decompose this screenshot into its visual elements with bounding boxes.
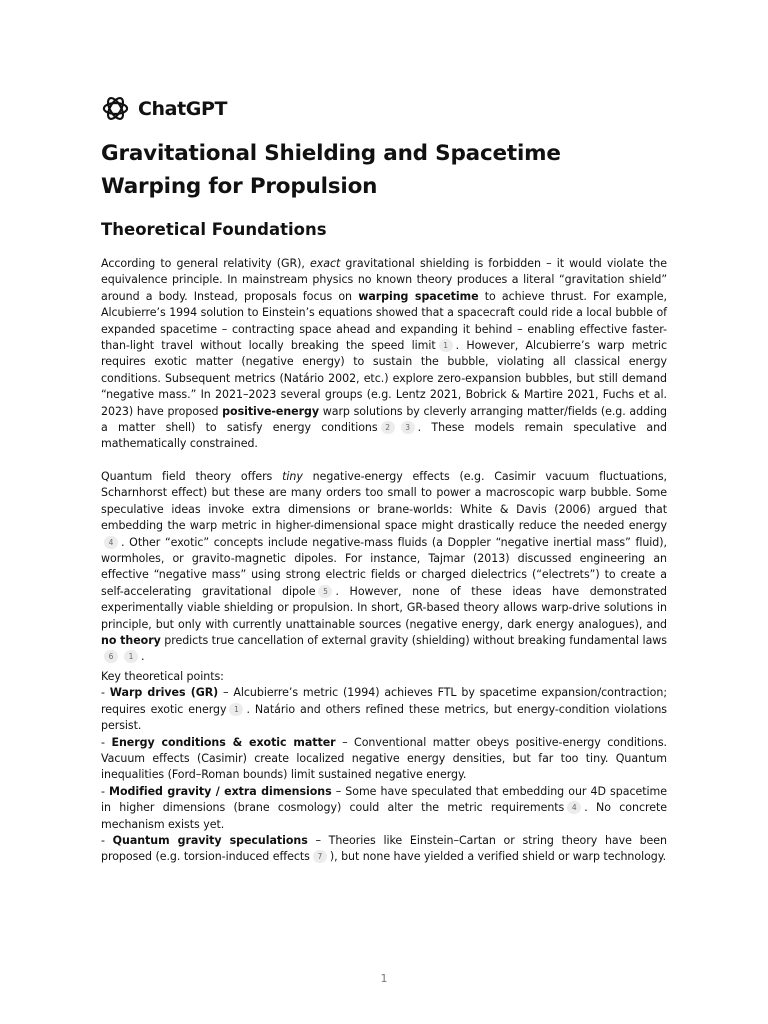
citation-badge[interactable]: 1 [229,703,243,716]
citation-badge[interactable]: 5 [318,585,332,598]
list-item: - Energy conditions & exotic matter – Conventional matter obeys positive-energy conditions. Vacuum effects (Casimir) create localized negative energy densities, but far too tiny. Quantum inequalities (Ford–Roman bounds) limit sustained negative energy. [101,735,667,782]
list-item: - Modified gravity / extra dimensions – Some have speculated that embedding our 4D spacetime in higher dimensions (brane cosmology) could alter the metric requirements 4 . No concrete mechanism exists yet. [101,784,667,831]
paragraph-1: According to general relativity (GR), exact gravitational shielding is forbidden – it would violate the equivalence principle. In mainstream physics no known theory produces a literal “gravitation shield” around a body. Instead, proposals focus on warping spacetime to achieve thrust. For example, Alcubierre’s 1994 solution to Einstein’s equations showed that a spacecraft could ride a local bubble of expanded spacetime – contracting space ahead and expanding it behind – enabling effective faster-than-light travel without locally breaking the speed limit 1 . However, Alcubierre’s warp metric requires exotic matter (negative energy) to sustain the bubble, violating all classical energy conditions. Subsequent metrics (Natário 2002, etc.) explore zero-expansion bubbles, but still demand “negative mass.” In 2021–2023 several groups (e.g. Lentz 2021, Bobrick & Martire 2021, Fuchs et al. 2023) have proposed positive-energy warp solutions by cleverly arranging matter/fields (e.g. adding a matter shell) to satisfy energy conditions 2 3 . These models remain speculative and mathematically constrained. [101,257,668,451]
paragraph-2: Quantum field theory offers tiny negative-energy effects (e.g. Casimir vacuum fluctuations, Scharnhorst effect) but these are many orders too small to power a macroscopic warp bubble. Some speculative ideas invoke extra dimensions or brane-worlds: White & Davis (2006) argued that embedding the warp metric in higher-dimensional space might drastically reduce the needed energy4 . Other “exotic” concepts include negative-mass fluids (a Doppler “negative inertial mass” fluid), wormholes, or gravito-magnetic dipoles. For instance, Tajmar (2013) discussed engineering an effective “negative mass” using strong electric fields or charged dielectrics (“electrets”) to create a self-accelerating gravitational dipole 5 . However, none of these ideas have demonstrated experimentally viable shielding or propulsion. In short, GR-based theory allows warp-drive solutions in principle, but only with currently unattainable sources (negative energy, dark energy analogues), and no theory predicts true cancellation of external gravity (shielding) without breaking fundamental laws6 1 . [101,470,667,664]
brand-header [101,94,227,123]
openai-logo-icon [101,94,130,123]
section-heading: Theoretical Foundations [101,220,327,239]
citation-badge[interactable]: 7 [313,850,327,863]
brand-name: ChatGPT [138,97,228,120]
citation-badge[interactable]: 1 [124,650,138,663]
list-item: - Warp drives (GR) – Alcubierre’s metric (1994) achieves FTL by spacetime expansion/contraction; requires exotic energy 1 . Natário and others refined these metrics, but energy-condition violations persist. [101,686,668,733]
citation-badge[interactable]: 4 [567,801,581,814]
citation-badge[interactable]: 1 [439,339,453,352]
list-item: - Quantum gravity speculations – Theories like Einstein–Cartan or string theory have been proposed (e.g. torsion-induced effects 7 ), but none have yielded a verified shield or warp technology. [101,834,668,864]
document-title: Gravitational Shielding and Spacetime Warping for Propulsion [101,141,561,199]
citation-badge[interactable]: 2 [381,421,395,434]
page-number: 1 [380,972,388,985]
citation-badge[interactable]: 3 [401,421,415,434]
citation-badge[interactable]: 6 [104,650,118,663]
citation-badge[interactable]: 4 [104,536,118,549]
key-points-intro: Key theoretical points: [101,670,224,683]
key-points-list [101,669,667,866]
